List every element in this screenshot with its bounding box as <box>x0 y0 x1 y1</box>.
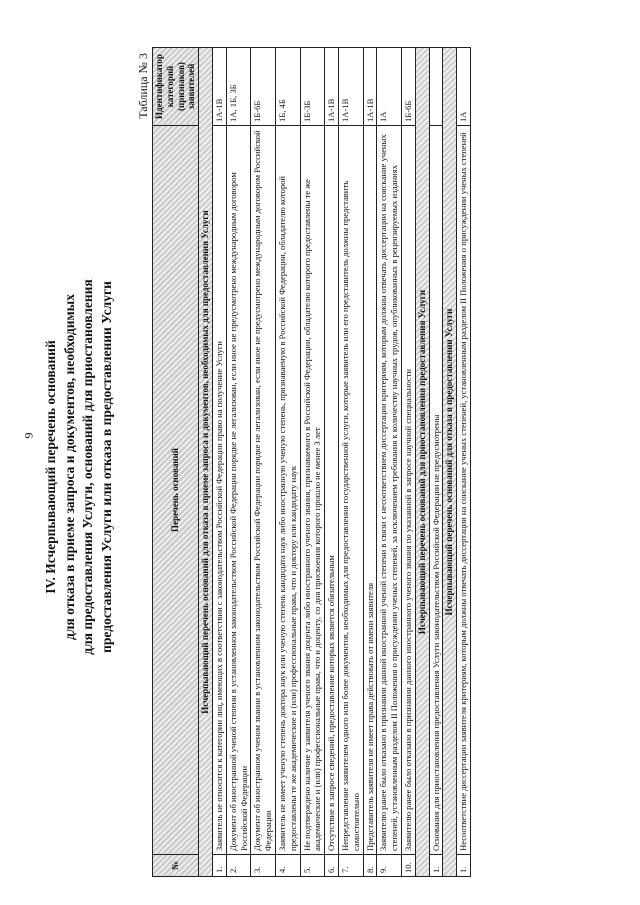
table-caption: Таблица № 3 <box>136 53 150 119</box>
row-category-code: 1А-1В <box>325 48 339 126</box>
row-reason: Не подтверждено наличие у заявителя ученого звания доцента либо иностранного ученого звания, признаваемого в Российской Федерации, обладателю которого предоставлены те же академические и (или) профессиональные права, что и доценту, со дня присвоения которого прошло не менее 3 лет <box>300 126 325 855</box>
table-row <box>251 48 276 877</box>
grounds-table <box>152 47 471 877</box>
row-reason: Основания для приостановления предоставления Услуги законодательством Российской Федерации не предусмотрены <box>429 126 443 855</box>
table-row <box>226 48 251 877</box>
row-number: 4. <box>275 855 300 877</box>
heading-line: IV. Исчерпывающий перечень оснований <box>43 340 58 594</box>
row-category-code: 1А <box>377 48 402 126</box>
row-category-code: 1А <box>457 48 471 126</box>
section-title: Исчерпывающий перечень оснований для приостановления предоставления Услуги <box>415 48 429 877</box>
row-number: 7. <box>338 855 363 877</box>
row-number: 3. <box>251 855 276 877</box>
row-category-code: 1Б-3Б <box>300 48 325 126</box>
section-title: Исчерпывающий перечень оснований для отказа в приеме запроса и документов, необходимых для предоставления Услуги <box>199 48 213 877</box>
section-heading <box>42 47 116 887</box>
row-category-code: 1Б-6Б <box>401 48 415 126</box>
row-category-code: 1А-1В <box>363 48 377 126</box>
header-code: Идентификатор категорий (признаков) заявителей <box>153 48 199 126</box>
row-reason: Заявителю ранее было отказано в признании данного иностранного ученого звания по указанной в запросе научной специальности <box>401 126 415 855</box>
row-reason: Несоответствие диссертации заявителя критериям, которым должны отвечать диссертации на соискание ученых степеней, установленным разделом II Положения о присуждении ученых степеней <box>457 126 471 855</box>
table-row <box>377 48 402 877</box>
section-header-row <box>415 48 429 877</box>
row-reason: Непредставление заявителем одного или более документов, необходимых для предоставления государственной услуги, которые заявитель или его представитель должны представить самостоятельно <box>338 126 363 855</box>
row-category-code: 1Б, 4Б <box>275 48 300 126</box>
heading-line: для предоставления Услуги, оснований для приостановления <box>80 279 95 655</box>
row-reason: Отсутствие в запросе сведений, предоставление которых является обязательным <box>325 126 339 855</box>
row-reason: Документ об иностранной ученой степени в установленном законодательством Российской Федерации порядке не легализован, если иное не предусмотрено международным договором Российской Федерации <box>226 126 251 855</box>
row-number: 9. <box>377 855 402 877</box>
row-number: 1. <box>212 855 226 877</box>
row-category-code <box>429 48 443 126</box>
section-title: Исчерпывающий перечень оснований для отказа в предоставлении Услуги <box>443 48 457 877</box>
table-row <box>363 48 377 877</box>
row-number: 1. <box>457 855 471 877</box>
row-reason: Заявителю ранее было отказано в признании данной иностранной ученой степени в связи с несоответствием диссертации критериям, которым должны отвечать диссертации на соискание ученых степеней, установленным разделом II Положения о присуждении ученых степеней, за исключением требования к количеству научных трудов, опубликованных в рецензируемых изданиях <box>377 126 402 855</box>
table-row <box>401 48 415 877</box>
table-row <box>338 48 363 877</box>
row-category-code: 1А-1В <box>212 48 226 126</box>
page-number: 9 <box>21 432 36 439</box>
heading-line: предоставления Услуги или отказа в предоставлении Услуги <box>98 281 114 653</box>
row-category-code: 1Б-6Б <box>251 48 276 126</box>
table-row <box>429 48 443 877</box>
heading-line: для отказа в приеме запроса и документов, необходимых <box>61 294 77 640</box>
table-row <box>457 48 471 877</box>
row-number: 5. <box>300 855 325 877</box>
header-num: № <box>153 855 199 877</box>
table-header-row <box>153 48 199 877</box>
row-reason: Заявитель не имеет ученую степень доктора наук или ученую степень кандидата наук либо иностранную ученую степень, признаваемую в Российской Федерации, обладателю которой предоставлены те же академические и (или) профессиональные права, что и доктору или кандидату наук <box>275 126 300 855</box>
row-category-code: 1А-1В <box>338 48 363 126</box>
row-reason: Заявитель не относится к категории лиц, имеющих в соответствии с законодательством Российской Федерации право на получение Услуги <box>212 126 226 855</box>
section-header-row <box>199 48 213 877</box>
row-category-code: 1А, 1Б, 3Б <box>226 48 251 126</box>
row-number: 8. <box>363 855 377 877</box>
table-row <box>300 48 325 877</box>
row-number: 6. <box>325 855 339 877</box>
row-reason: Документ об иностранном ученом звании в установленном законодательством Российской Федерации порядке не легализован, если иное не предусмотрено международным договором Российской Федерации <box>251 126 276 855</box>
table-row <box>325 48 339 877</box>
row-number: 10. <box>401 855 415 877</box>
table-row <box>275 48 300 877</box>
section-header-row <box>443 48 457 877</box>
row-number: 1. <box>429 855 443 877</box>
header-reason: Перечень оснований <box>153 126 199 855</box>
table-row <box>212 48 226 877</box>
row-number: 2. <box>226 855 251 877</box>
rotated-page <box>40 47 580 887</box>
row-reason: Представитель заявителя не имеет права действовать от имени заявителя <box>363 126 377 855</box>
